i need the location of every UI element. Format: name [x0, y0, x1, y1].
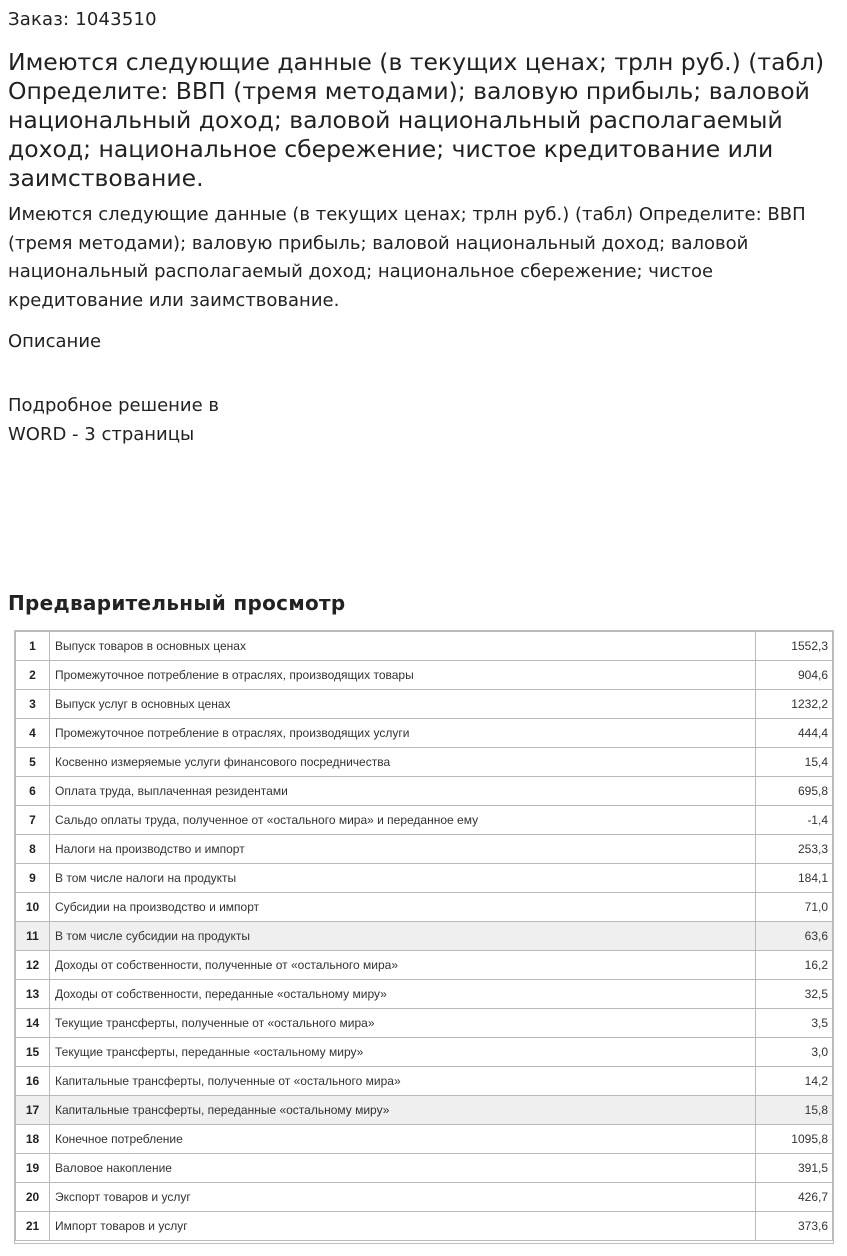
table-row [16, 632, 833, 661]
row-indicator: В том числе субсидии на продукты [50, 922, 756, 951]
row-value: 695,8 [756, 777, 833, 806]
row-number: 1 [16, 632, 50, 661]
row-value: 1232,2 [756, 690, 833, 719]
row-value: 444,4 [756, 719, 833, 748]
row-number: 18 [16, 1125, 50, 1154]
row-indicator: Сальдо оплаты труда, полученное от «остального мира» и переданное ему [50, 806, 756, 835]
row-number: 5 [16, 748, 50, 777]
row-value: 253,3 [756, 835, 833, 864]
row-number: 15 [16, 1038, 50, 1067]
row-number: 10 [16, 893, 50, 922]
row-value: 3,0 [756, 1038, 833, 1067]
row-number: 16 [16, 1067, 50, 1096]
row-value: 3,5 [756, 1009, 833, 1038]
row-number: 20 [16, 1183, 50, 1212]
row-value: 1095,8 [756, 1125, 833, 1154]
row-indicator: Импорт товаров и услуг [50, 1212, 756, 1241]
description-label: Описание [8, 331, 102, 352]
row-indicator: Промежуточное потребление в отраслях, производящих товары [50, 661, 756, 690]
preview-heading: Предварительный просмотр [8, 591, 346, 615]
table-row [16, 1009, 833, 1038]
row-number: 19 [16, 1154, 50, 1183]
row-indicator: Налоги на производство и импорт [50, 835, 756, 864]
row-value: 184,1 [756, 864, 833, 893]
row-indicator: Доходы от собственности, полученные от «остального мира» [50, 951, 756, 980]
row-value: -1,4 [756, 806, 833, 835]
row-indicator: Валовое накопление [50, 1154, 756, 1183]
table-row [16, 806, 833, 835]
row-indicator: Промежуточное потребление в отраслях, производящих услуги [50, 719, 756, 748]
table-row [16, 1067, 833, 1096]
row-number: 14 [16, 1009, 50, 1038]
table-row [16, 951, 833, 980]
row-value: 32,5 [756, 980, 833, 1009]
table-row [16, 980, 833, 1009]
row-number: 2 [16, 661, 50, 690]
row-number: 13 [16, 980, 50, 1009]
row-number: 7 [16, 806, 50, 835]
row-indicator: Капитальные трансферты, полученные от «остального мира» [50, 1067, 756, 1096]
row-value: 16,2 [756, 951, 833, 980]
table-row [16, 1096, 833, 1125]
row-indicator: Доходы от собственности, переданные «остальному миру» [50, 980, 756, 1009]
row-indicator: В том числе налоги на продукты [50, 864, 756, 893]
row-indicator: Конечное потребление [50, 1125, 756, 1154]
table-row [16, 719, 833, 748]
preview-image [14, 630, 834, 1244]
table-row [16, 1125, 833, 1154]
row-number: 3 [16, 690, 50, 719]
row-value: 391,5 [756, 1154, 833, 1183]
table-row [16, 690, 833, 719]
row-value: 1552,3 [756, 632, 833, 661]
row-indicator: Текущие трансферты, полученные от «остального мира» [50, 1009, 756, 1038]
table-row [16, 1154, 833, 1183]
task-text: Имеются следующие данные (в текущих ценах; трлн руб.) (табл) Определите: ВВП (тремя методами); валовую прибыль; валовой национальный доход; валовой национальный располагаемый доход; национальное сбережение; чистое кредитование или заимствование. [8, 204, 806, 311]
row-value: 15,4 [756, 748, 833, 777]
row-value: 904,6 [756, 661, 833, 690]
row-indicator: Капитальные трансферты, переданные «остальному миру» [50, 1096, 756, 1125]
row-number: 6 [16, 777, 50, 806]
page-title: Имеются следующие данные (в текущих ценах; трлн руб.) (табл) Определите: ВВП (тремя методами); валовую прибыль; валовой национальный доход; валовой национальный располагаемый доход; национальное сбережение; чистое кредитование или заимствование. [8, 48, 825, 192]
data-table [15, 631, 833, 1241]
row-indicator: Выпуск услуг в основных ценах [50, 690, 756, 719]
row-indicator: Экспорт товаров и услуг [50, 1183, 756, 1212]
row-indicator: Косвенно измеряемые услуги финансового посредничества [50, 748, 756, 777]
table-row [16, 864, 833, 893]
row-indicator: Субсидии на производство и импорт [50, 893, 756, 922]
row-number: 9 [16, 864, 50, 893]
table-row [16, 1183, 833, 1212]
table-row [16, 777, 833, 806]
table-row [16, 893, 833, 922]
row-value: 63,6 [756, 922, 833, 951]
row-value: 71,0 [756, 893, 833, 922]
table-row [16, 922, 833, 951]
table-row [16, 1038, 833, 1067]
row-value: 15,8 [756, 1096, 833, 1125]
row-number: 4 [16, 719, 50, 748]
row-number: 11 [16, 922, 50, 951]
row-indicator: Выпуск товаров в основных ценах [50, 632, 756, 661]
table-row [16, 661, 833, 690]
row-indicator: Оплата труда, выплаченная резидентами [50, 777, 756, 806]
row-number: 17 [16, 1096, 50, 1125]
table-row [16, 1212, 833, 1241]
row-number: 8 [16, 835, 50, 864]
table-row [16, 835, 833, 864]
row-value: 373,6 [756, 1212, 833, 1241]
table-row [16, 748, 833, 777]
row-value: 14,2 [756, 1067, 833, 1096]
row-number: 12 [16, 951, 50, 980]
row-number: 21 [16, 1212, 50, 1241]
row-indicator: Текущие трансферты, переданные «остальному миру» [50, 1038, 756, 1067]
description-text: Подробное решение в WORD - 3 страницы [8, 395, 220, 445]
order-number: Заказ: 1043510 [8, 9, 157, 30]
row-value: 426,7 [756, 1183, 833, 1212]
